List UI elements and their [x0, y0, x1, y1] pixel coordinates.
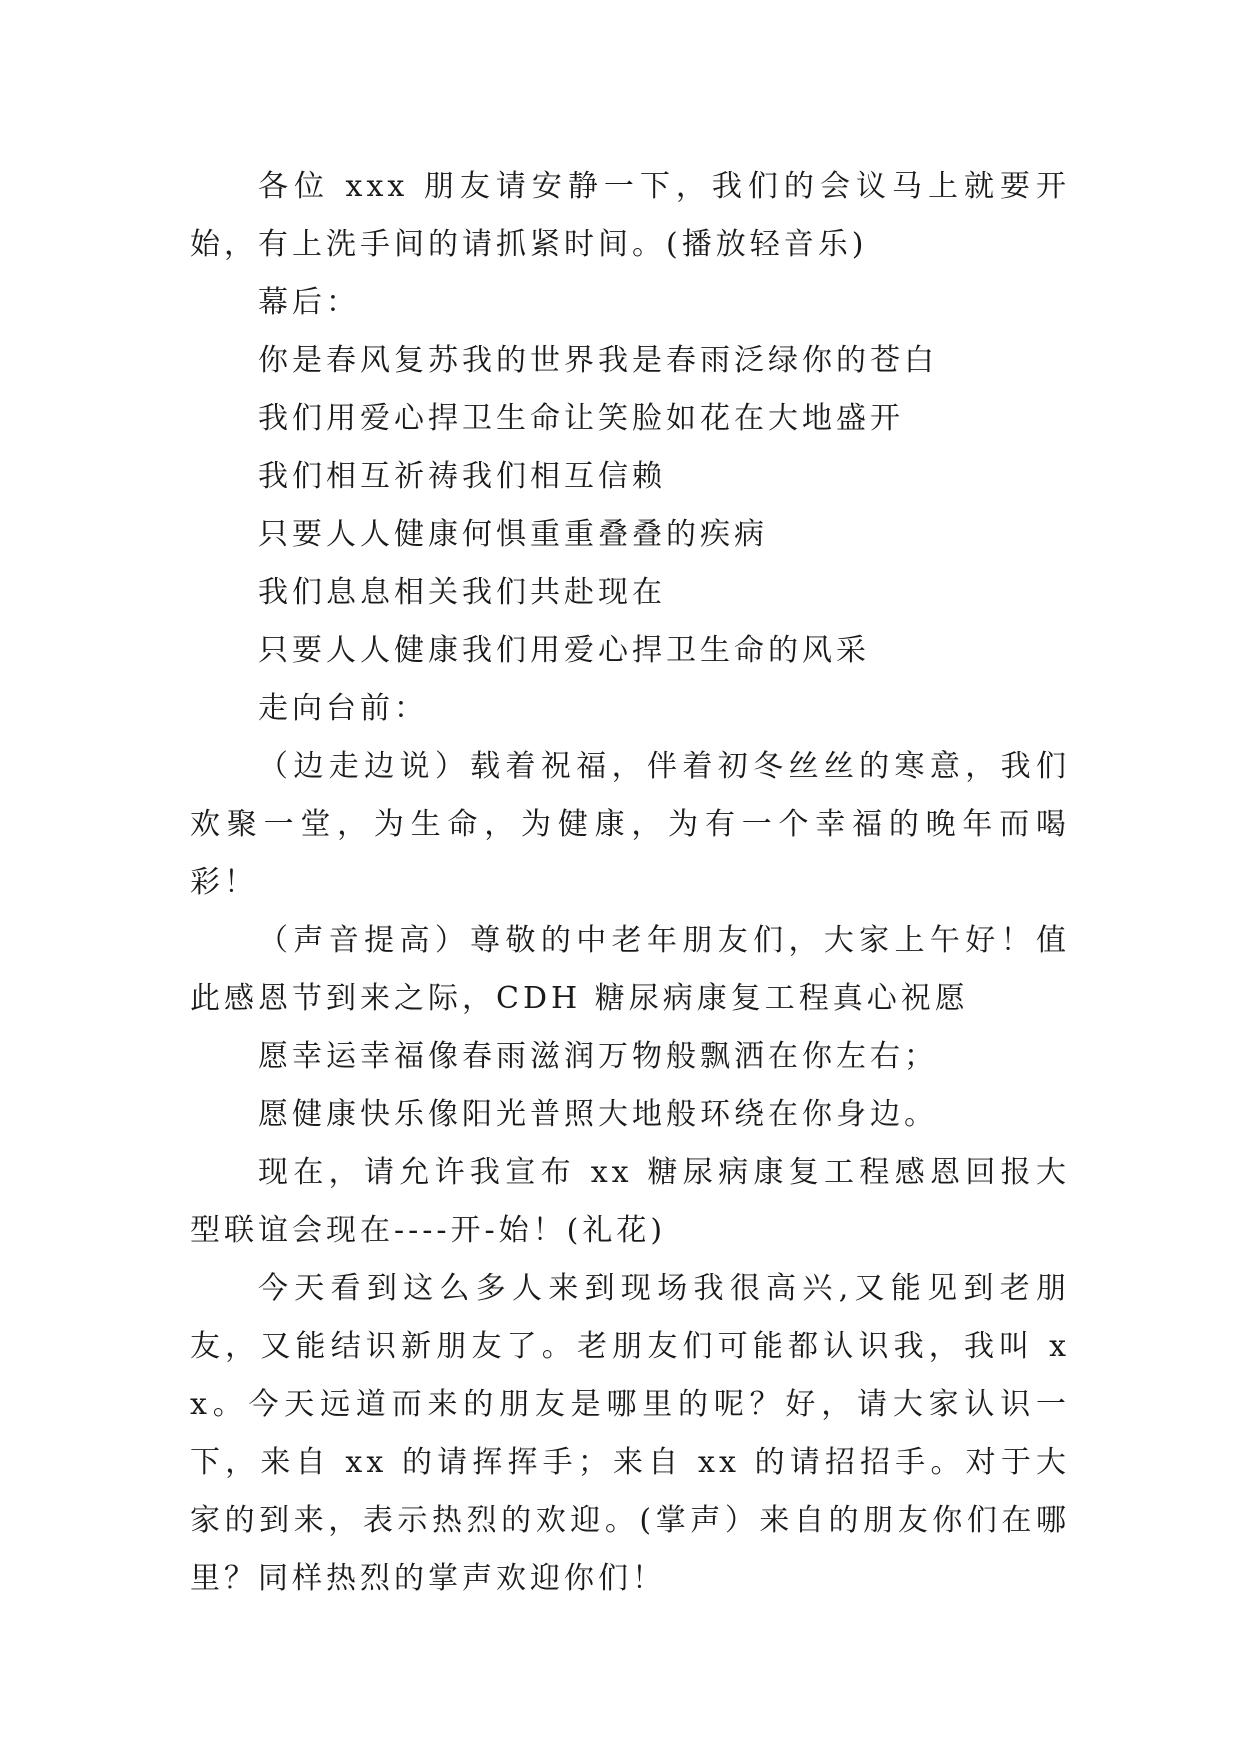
paragraph-greeting: （声音提高）尊敬的中老年朋友们，大家上午好！值此感恩节到来之际，CDH 糖尿病康复工程真心祝愿: [190, 923, 1070, 1016]
paragraph-blessing: （边走边说）载着祝福，伴着初冬丝丝的寒意，我们欢聚一堂，为生命，为健康，为有一个幸福的晚年而喝彩！: [190, 749, 1070, 900]
paragraph-verse-3: 我们相互祈祷我们相互信赖: [258, 459, 666, 494]
paragraph-wish-2: 愿健康快乐像阳光普照大地般环绕在你身边。: [258, 1097, 938, 1132]
paragraph-stage-label: 走向台前：: [258, 691, 428, 726]
paragraph-welcome: 今天看到这么多人来到现场我很高兴,又能见到老朋友，又能结识新朋友了。老朋友们可能都认识我，我叫 xx。今天远道而来的朋友是哪里的呢？好，请大家认识一下，来自 xx 的请挥挥手；来自 xx 的请招招手。对于大家的到来，表示热烈的欢迎。(掌声）来自的朋友你们在哪里？同样热烈的掌声欢迎你们！: [190, 1271, 1070, 1596]
paragraph-verse-6: 只要人人健康我们用爱心捍卫生命的风采: [258, 633, 870, 668]
paragraph-verse-1: 你是春风复苏我的世界我是春雨泛绿你的苍白: [258, 343, 938, 378]
paragraph-opening: 各位 xxx 朋友请安静一下，我们的会议马上就要开始，有上洗手间的请抓紧时间。(播放轻音乐): [190, 169, 1070, 262]
document-body: [190, 158, 1070, 1608]
paragraph-wish-1: 愿幸运幸福像春雨滋润万物般飘洒在你左右；: [258, 1039, 938, 1074]
paragraph-verse-2: 我们用爱心捍卫生命让笑脸如花在大地盛开: [258, 401, 904, 436]
paragraph-verse-5: 我们息息相关我们共赴现在: [258, 575, 666, 610]
paragraph-announcement: 现在，请允许我宣布 xx 糖尿病康复工程感恩回报大型联谊会现在----开-始！(礼花): [190, 1155, 1070, 1248]
paragraph-verse-4: 只要人人健康何惧重重叠叠的疾病: [258, 517, 768, 552]
paragraph-backstage-label: 幕后：: [258, 285, 360, 320]
